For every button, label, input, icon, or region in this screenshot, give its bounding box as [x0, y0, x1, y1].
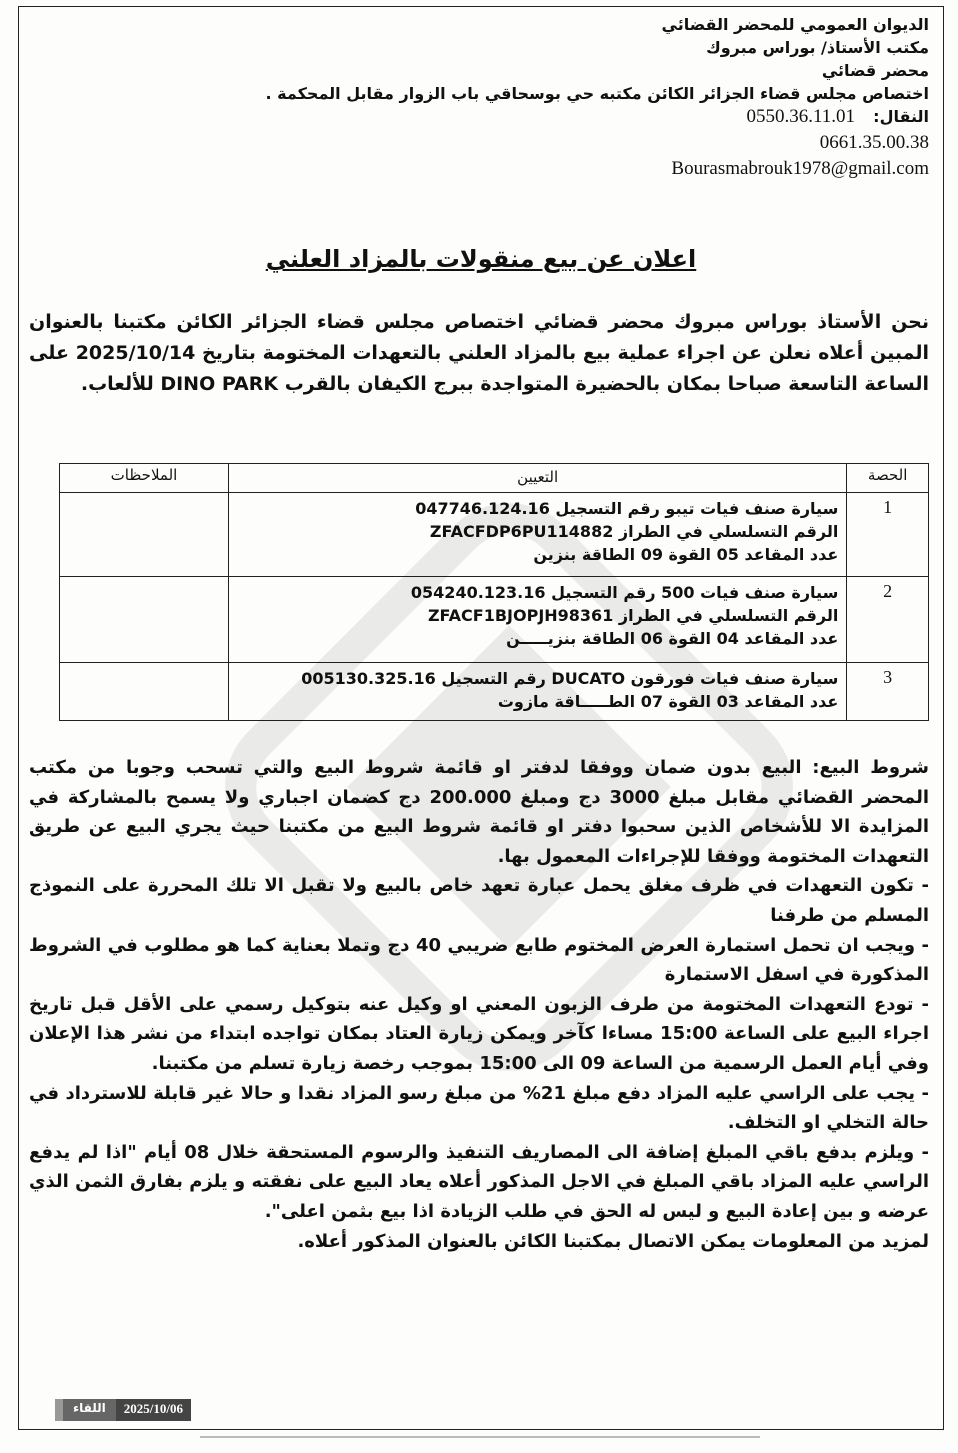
terms-paragraph: شروط البيع: البيع بدون ضمان ووفقا لدفتر او قائمة شروط البيع والتي تسحب وجوبا من مكتب المحضر القضائي مقابل مبلغ 3000 دج ومبلغ 200.000 دج كضمان اجباري ولا يسمح بالمشاركة في المزايدة الا للأشخاص الذين سحبوا دفتر او قائمة شروط البيع من مكتبنا حيث يجري البيع عن طريق التعهدات المختومة ووفقا للإجراءات المعمول بها. [29, 757, 929, 867]
header-lot: الحصة [847, 464, 929, 493]
publication-footer [55, 1399, 265, 1421]
terms-paragraph: - ويلزم بدفع باقي المبلغ إضافة الى المصاريف التنفيذ والرسوم المستحقة خلال 08 أيام "اذا لم يدفع الراسي عليه المزاد باقي المبلغ في الاجل المذكور أعلاه يعاد البيع على نفقته و يلزم بفارق الثمن الذي عرضه و بين إعادة البيع و ليس له الحق في طلب الزيادة اذا بيع بثمن اعلى". [29, 1141, 930, 1222]
lot-notes [60, 663, 229, 721]
email-address: Bourasmabrouk1978@gmail.com [671, 158, 929, 179]
mobile-label: النقال: [873, 107, 929, 126]
notice-title: اعلان عن بيع منقولات بالمزاد العلني [265, 245, 697, 273]
lot-line: عدد المقاعد 03 القوة 07 الطـــــاقة مازوت [497, 692, 839, 711]
office-address: اختصاص مجلس قضاء الجزائر الكائن مكتبه حي بوسحاقي باب الزوار مقابل المحكمة . [265, 84, 929, 103]
office-name: الديوان العمومي للمحضر القضائي [661, 15, 929, 34]
terms-paragraph: - تكون التعهدات في ظرف مغلق يحمل عبارة تعهد خاص بالبيع ولا تقبل الا تلك المحررة على النموذج المسلم من طرفنا [29, 875, 929, 926]
lot-number: 2 [847, 577, 929, 663]
terms-paragraph: - تودع التعهدات المختومة من طرف الزبون المعني او وكيل عنه بتوكيل رسمي على الأقل قبل تاريخ اجراء البيع على الساعة 15:00 مساءا كآخر ويمكن زيارة العتاد بمكان تواجده ابتداء من نشر هذا الإعلان وفي أيام العمل الرسمية من الساعة 09 الى 15:00 بموجب رخصة زيارة تسلم من مكتبنا. [29, 993, 929, 1074]
footer-bar [55, 1399, 63, 1421]
phone-number-1: 0550.36.11.01 [746, 106, 855, 127]
table-row [60, 577, 929, 663]
terms-paragraph: - ويجب ان تحمل استمارة العرض المختوم طابع ضريبي 40 دج وتملا بعناية كما هو مطلوب في الشروط المذكورة في اسفل الاستمارة [29, 934, 929, 986]
office-header [29, 13, 929, 180]
notice-page [18, 6, 944, 1430]
table-header-row [60, 464, 929, 493]
table-row [60, 493, 929, 577]
lot-description [229, 663, 847, 721]
terms-paragraph: - يجب على الراسي عليه المزاد دفع مبلغ 21% من مبلغ رسو المزاد نقدا و حالا غير قابلة للاسترداد في حالة التخلي او التخلف. [29, 1082, 929, 1134]
terms-paragraph: لمزيد من المعلومات يمكن الاتصال بمكتبنا الكائن بالعنوان المذكور أعلاه. [297, 1230, 929, 1252]
phone-number-2: 0661.35.00.38 [819, 132, 929, 153]
bailiff-name: مكتب الأستاذ/ بوراس مبروك [706, 38, 929, 57]
lots-table [59, 463, 929, 721]
lot-notes [60, 577, 229, 663]
header-notes: الملاحظات [60, 464, 229, 493]
intro-paragraph: نحن الأستاذ بوراس مبروك محضر قضائي اختصاص مجلس قضاء الجزائر الكائن مكتبنا بالعنوان المبين أعلاه نعلن عن اجراء عملية بيع بالمزاد العلني بالتعهدات المختومة بتاريخ 2025/10/14 على الساعة التاسعة صباحا بمكان بالحضيرة المتواجدة ببرج الكيفان بالقرب DINO PARK للألعاب. [29, 311, 929, 395]
page-edge-line [200, 1436, 760, 1438]
table-row [60, 663, 929, 721]
lot-description [229, 577, 847, 663]
lot-line: الرقم التسلسلي في الطراز ZFACFDP6PU114882 [429, 522, 839, 541]
lot-line: سيارة صنف فيات 500 رقم التسجيل 054240.123.16 [410, 583, 839, 602]
bailiff-title: محضر قضائي [821, 61, 929, 80]
lot-line: عدد المقاعد 04 القوة 06 الطاقة بنزيـــــن [506, 629, 839, 648]
publication-date: 2025/10/06 [116, 1399, 191, 1421]
lot-number: 3 [847, 663, 929, 721]
lot-notes [60, 493, 229, 577]
lot-number: 1 [847, 493, 929, 577]
lot-description [229, 493, 847, 577]
lot-line: الرقم التسلسلي في الطراز ZFACF1BJOPJH98361 [427, 606, 839, 625]
lot-line: سيارة صنف فيات تيبو رقم التسجيل 047746.124.16 [415, 499, 839, 518]
lot-line: عدد المقاعد 05 القوة 09 الطاقة بنزين [533, 545, 839, 564]
newspaper-name: اللقاء [63, 1399, 116, 1421]
header-description: التعيين [229, 464, 847, 493]
sale-terms [29, 753, 929, 1256]
lot-line: سيارة صنف فيات فورقون DUCATO رقم التسجيل 005130.325.16 [301, 669, 839, 688]
